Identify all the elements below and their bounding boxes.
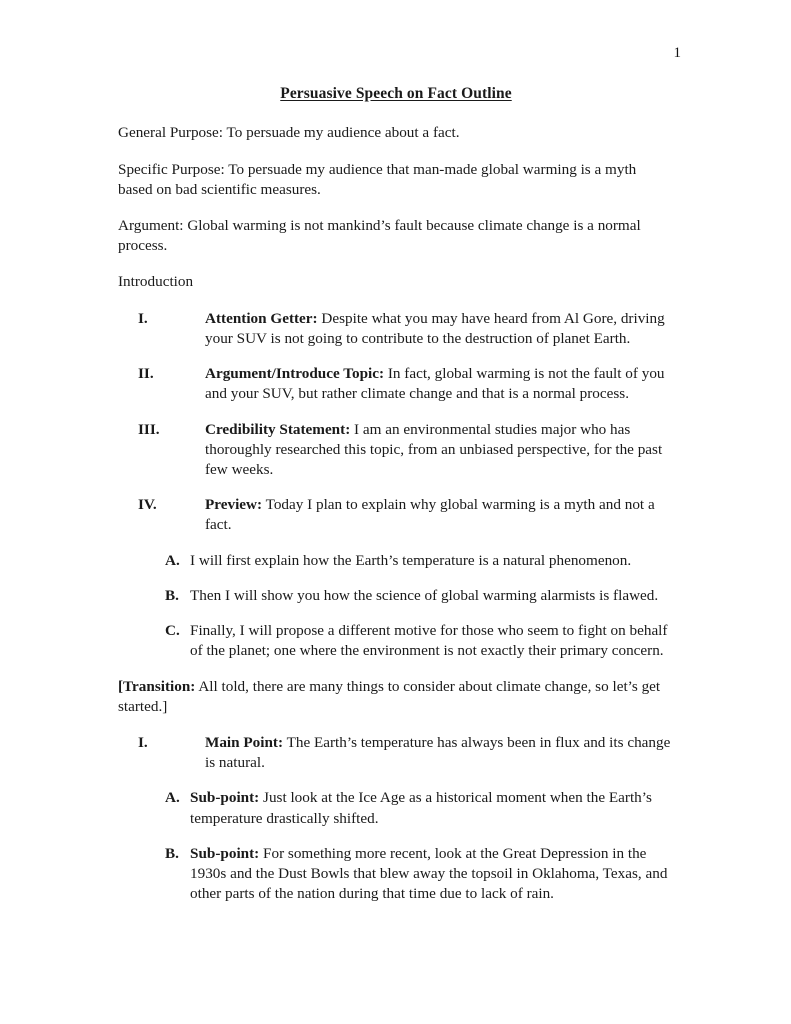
outline-lead: Credibility Statement: xyxy=(205,420,351,438)
outline-subitem-sub-point-a xyxy=(165,788,674,828)
transition-text: All told, there are many things to consider about climate change, so let’s get started.] xyxy=(118,677,661,715)
specific-purpose-paragraph: Specific Purpose: To persuade my audience that man-made global warming is a myth based on bad scientific measures. xyxy=(118,160,637,198)
outline-marker: B. xyxy=(165,586,179,604)
outline-item-argument-introduce-topic xyxy=(138,364,674,404)
outline-lead: Preview: xyxy=(205,496,263,514)
outline-marker: IV. xyxy=(138,496,157,514)
outline-subitem-preview-a xyxy=(165,551,674,571)
page-title xyxy=(118,84,674,103)
outline-text: Despite what you may have heard from Al Gore, driving your SUV is not going to contribute to the destruction of planet Earth. xyxy=(205,309,665,347)
transition-lead: [Transition: xyxy=(118,677,196,695)
argument-paragraph: Argument: Global warming is not mankind’s fault because climate change is a normal process. xyxy=(118,217,641,255)
outline-lead: Sub-point: xyxy=(190,789,260,807)
outline-marker: I. xyxy=(138,309,148,327)
outline-text: Then I will show you how the science of global warming alarmists is flawed. xyxy=(190,586,659,604)
outline-lead: Sub-point: xyxy=(190,844,260,862)
outline-marker: A. xyxy=(165,551,180,569)
outline-lead: Main Point: xyxy=(205,733,284,751)
outline-text: Finally, I will propose a different motive for those who seem to fight on behalf of the planet; one where the environment is not exactly their primary concern. xyxy=(190,622,668,660)
outline-marker: A. xyxy=(165,789,180,807)
page-number: 1 xyxy=(673,45,681,61)
outline-item-credibility-statement xyxy=(138,420,674,481)
page-title-text: Persuasive Speech on Fact Outline xyxy=(280,85,512,102)
outline-subitem-preview-b xyxy=(165,586,674,606)
outline-text: For something more recent, look at the Great Depression in the 1930s and the Dust Bowls that blew away the topsoil in Oklahoma, Texas, and other parts of the nation during that time due to lack of rain. xyxy=(190,844,668,903)
outline-marker: II. xyxy=(138,365,154,383)
outline-marker: III. xyxy=(138,420,160,438)
outline-text: I will first explain how the Earth’s temperature is a natural phenomenon. xyxy=(190,551,632,569)
outline-text: Just look at the Ice Age as a historical moment when the Earth’s temperature drastically shifted. xyxy=(190,789,652,827)
outline-item-preview xyxy=(138,495,674,535)
outline-marker: C. xyxy=(165,622,180,640)
outline-text: In fact, global warming is not the fault of you and your SUV, but rather climate change and that is a normal process. xyxy=(205,365,665,403)
outline-text: I am an environmental studies major who has thoroughly researched this topic, from an unbiased perspective, for the past few weeks. xyxy=(205,420,663,478)
outline-subitem-preview-c xyxy=(165,621,674,661)
outline-lead: Argument/Introduce Topic: xyxy=(205,365,385,383)
outline-marker: I. xyxy=(138,733,148,751)
outline-item-main-point xyxy=(138,733,674,773)
outline-text: Today I plan to explain why global warming is a myth and not a fact. xyxy=(205,496,655,534)
outline-item-attention-getter xyxy=(138,309,674,349)
introduction-heading: Introduction xyxy=(118,273,194,291)
transition-paragraph xyxy=(118,677,674,717)
general-purpose-paragraph: General Purpose: To persuade my audience about a fact. xyxy=(118,124,460,142)
outline-marker: B. xyxy=(165,844,179,862)
document-body xyxy=(118,84,674,920)
outline-text: The Earth’s temperature has always been in flux and its change is natural. xyxy=(205,733,671,772)
outline-lead: Attention Getter: xyxy=(205,309,318,327)
outline-subitem-sub-point-b xyxy=(165,844,674,905)
